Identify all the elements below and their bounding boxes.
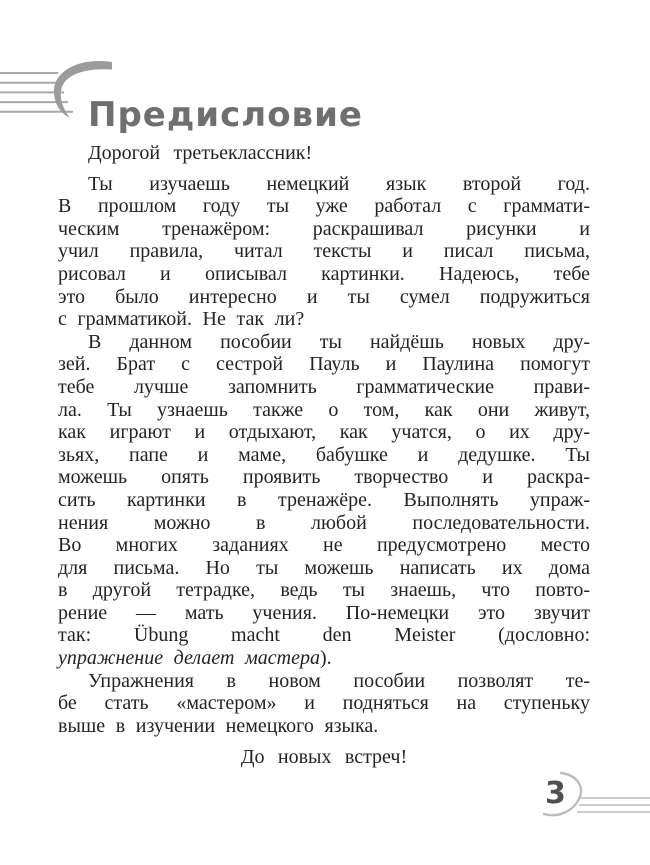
text-line: ла. Ты узнаешь также о том, как они живут, — [58, 398, 590, 421]
text-line: рисовал и описывал картинки. Надеюсь, тебе — [58, 262, 590, 285]
salutation-line: Дорогой третьеклассник! — [88, 142, 313, 164]
text-line: зьях, папе и маме, бабушке и дедушке. Ты — [58, 443, 590, 466]
text-line: тебе лучше запомнить грамматические прави- — [58, 375, 590, 398]
text-line: В данном пособии ты найдёшь новых дру- — [88, 330, 590, 353]
text-line: Упражнения в новом пособии позволят те- — [88, 669, 590, 692]
text-line: рение — мать учения. По-немецки это звучит — [58, 601, 590, 624]
preface-text — [58, 142, 590, 769]
text-line-italic-proverb — [58, 647, 590, 670]
paragraph-3 — [58, 670, 590, 738]
text-line: бе стать «мастером» и подняться на ступеньку — [58, 692, 590, 715]
page-title: Предисловие — [88, 94, 363, 135]
text-line: выше в изучении немецкого языка. — [58, 714, 379, 737]
text-line: ческим тренажёром: раскрашивал рисунки и — [58, 217, 590, 240]
text-line: можешь опять проявить творчество и раскра- — [58, 466, 590, 489]
text-line: так: Übung macht den Meister (дословно: — [58, 624, 590, 647]
footer-stripes-icon — [577, 798, 650, 812]
text-line: зей. Брат с сестрой Пауль и Паулина помогут — [58, 353, 590, 376]
text-line: Во многих заданиях не предусмотрено место — [58, 534, 590, 557]
text-line: для письма. Но ты можешь написать их дома — [58, 556, 590, 579]
proverb-translation-tail: ). — [320, 647, 332, 670]
paragraph-1 — [58, 173, 590, 331]
page-number: 3 — [545, 776, 566, 811]
text-line: В прошлом году ты уже работал с граммати- — [58, 195, 590, 218]
text-line: это было интересно и ты сумел подружиться — [58, 285, 590, 308]
text-line: с грамматикой. Не так ли? — [58, 308, 305, 331]
paragraph-2 — [58, 331, 590, 670]
text-line: как играют и отдыхают, как учатся, о их дру- — [58, 421, 590, 444]
proverb-translation-italic: упражнение делает мастера — [58, 647, 321, 670]
footer-decoration — [515, 765, 650, 825]
text-line: нения можно в любой последовательности. — [58, 511, 590, 534]
text-line: в другой тетрадке, ведь ты знаешь, что повто- — [58, 579, 590, 602]
text-line: учил правила, читал тексты и писал письма, — [58, 240, 590, 263]
farewell-line: До новых встреч! — [240, 746, 408, 769]
text-line: сить картинки в тренажёре. Выполнять упраж- — [58, 488, 590, 511]
text-line: Ты изучаешь немецкий язык второй год. — [88, 172, 590, 195]
